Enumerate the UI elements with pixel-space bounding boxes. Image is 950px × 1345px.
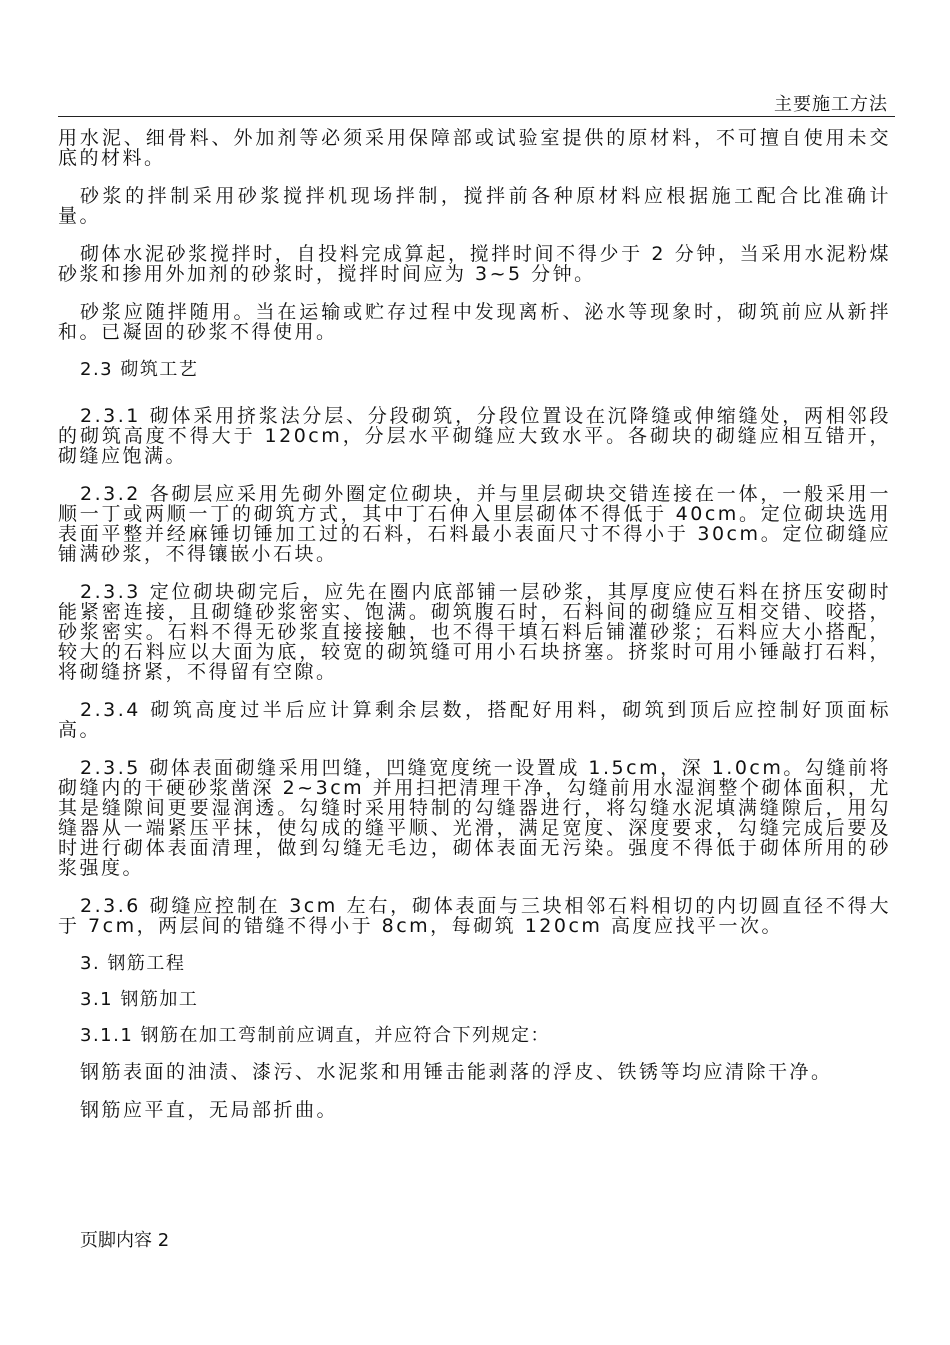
paragraph-rebar-straight: 钢筋应平直，无局部折曲。 bbox=[80, 1099, 339, 1121]
page-header-title: 主要施工方法 bbox=[774, 94, 888, 115]
paragraph-2-3-2: 2.3.2 各砌层应采用先砌外圈定位砌块，并与里层砌块交错连接在一体，一般采用一顺一丁或两顺一丁的砌筑方式，其中丁石伸入里层砌体不得低于 40cm。定位砌块选用表面平整并经麻锤切锤加工过的石料，石料最小表面尺寸不得小于 30cm。定位砌缝应铺满砂浆，不得镶嵌小石块。 bbox=[58, 483, 891, 565]
subsection-heading-3-1-1: 3.1.1 钢筋在加工弯制前应调直，并应符合下列规定： bbox=[80, 1025, 551, 1046]
paragraph-materials: 用水泥、细骨料、外加剂等必须采用保障部或试验室提供的原材料，不可擅自使用未交底的材料。 bbox=[58, 127, 891, 169]
paragraph-2-3-5: 2.3.5 砌体表面砌缝采用凹缝，凹缝宽度统一设置成 1.5cm，深 1.0cm。勾缝前将砌缝内的干硬砂浆凿深 2~3cm 并用扫把清理干净，勾缝前用水湿润整个砌体面积，尤其是缝隙间更要湿润透。勾缝时采用特制的勾缝器进行，将勾缝水泥填满缝隙后，用勾缝器从一端紧压平抹，使勾成的缝平顺、光滑，满足宽度、深度要求，勾缝完成后要及时进行砌体表面清理，做到勾缝无毛边，砌体表面无污染。强度不得低于砌体所用的砂浆强度。 bbox=[58, 757, 891, 879]
paragraph-mortar-use: 砂浆应随拌随用。当在运输或贮存过程中发现离析、泌水等现象时，砌筑前应从新拌和。已凝固的砂浆不得使用。 bbox=[58, 301, 891, 343]
paragraph-2-3-1: 2.3.1 砌体采用挤浆法分层、分段砌筑，分段位置设在沉降缝或伸缩缝处，两相邻段的砌筑高度不得大于 120cm，分层水平砌缝应大致水平。各砌块的砌缝应相互错开，砌缝应饱满。 bbox=[58, 405, 891, 467]
section-heading-rebar: 3. 钢筋工程 bbox=[80, 953, 186, 974]
paragraph-2-3-4: 2.3.4 砌筑高度过半后应计算剩余层数，搭配好用料，砌筑到顶后应控制好顶面标高。 bbox=[58, 699, 891, 741]
paragraph-2-3-3: 2.3.3 定位砌块砌完后，应先在圈内底部铺一层砂浆，其厚度应使石料在挤压安砌时能紧密连接，且砌缝砂浆密实、饱满。砌筑腹石时，石料间的砌缝应互相交错、咬搭，砂浆密实。石料不得无砂浆直接接触，也不得干填石料后铺灌砂浆；石料应大小搭配，较大的石料应以大面为底，较宽的砌筑缝可用小石块挤塞。挤浆时可用小锤敲打石料，将砌缝挤紧，不得留有空隙。 bbox=[58, 581, 891, 683]
section-heading-masonry: 2.3 砌筑工艺 bbox=[80, 359, 199, 380]
paragraph-rebar-cleaning: 钢筋表面的油渍、漆污、水泥浆和用锤击能剥落的浮皮、铁锈等均应清除干净。 bbox=[80, 1061, 833, 1083]
paragraph-mortar-mixing: 砂浆的拌制采用砂浆搅拌机现场拌制，搅拌前各种原材料应根据施工配合比准确计量。 bbox=[58, 185, 891, 227]
subsection-heading-rebar-processing: 3.1 钢筋加工 bbox=[80, 989, 199, 1010]
page-footer: 页脚内容 2 bbox=[80, 1230, 170, 1251]
paragraph-mixing-time: 砌体水泥砂浆搅拌时，自投料完成算起，搅拌时间不得少于 2 分钟，当采用水泥粉煤砂浆和掺用外加剂的砂浆时，搅拌时间应为 3~5 分钟。 bbox=[58, 243, 891, 285]
document-body bbox=[58, 128, 891, 1138]
header-divider bbox=[58, 116, 895, 117]
paragraph-2-3-6: 2.3.6 砌缝应控制在 3cm 左右，砌体表面与三块相邻石料相切的内切圆直径不得大于 7cm，两层间的错缝不得小于 8cm，每砌筑 120cm 高度应找平一次。 bbox=[58, 895, 891, 937]
